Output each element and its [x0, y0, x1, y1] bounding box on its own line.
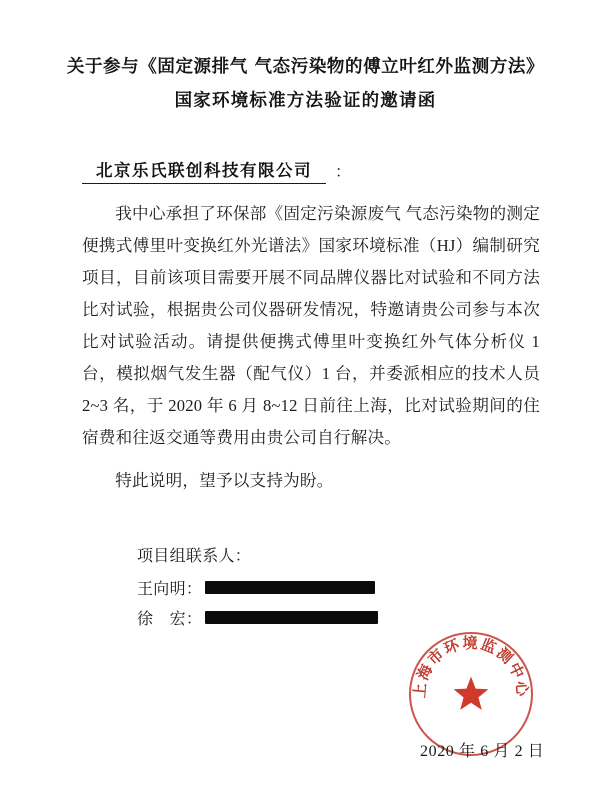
contact-name: 徐 宏： — [137, 610, 203, 628]
document-title — [0, 50, 611, 118]
title-line-1: 关于参与《固定源排气 气态污染物的傅立叶红外监测方法》 — [66, 57, 545, 77]
body-paragraph-1: 我中心承担了环保部《固定污染源废气 气态污染物的测定 便携式傅里叶变换红外光谱法》国家环境标准（HJ）编制研究项目，目前该项目需要开展不同品牌仪器比对试验和不同方法比对试验，根据贵公司仪器研发情况，特邀请贵公司参与本次比对试验活动。请提供便携式傅里叶变换红外气体分析仪 1 台，模拟烟气发生器（配气仪）1 台，并委派相应的技术人员 2~3 名，于 2020 年 6 月 8~12 日前往上海，比对试验期间的住宿费和往返交通等费用由贵公司自行解决。 — [82, 204, 540, 447]
contact-row — [137, 602, 467, 632]
contact-row — [137, 572, 467, 602]
seal-text-path: 上海市环境监测中心 — [410, 634, 532, 699]
title-line-2: 国家环境标准方法验证的邀请函 — [174, 91, 437, 111]
document-date: 2020 年 6 月 2 日 — [420, 743, 545, 760]
recipient-line — [82, 157, 351, 184]
document-body — [82, 198, 540, 497]
body-paragraph-2: 特此说明，望予以支持为盼。 — [115, 471, 334, 490]
red-star-icon — [452, 674, 490, 712]
recipient-colon: ： — [335, 164, 352, 181]
redaction-bar — [205, 581, 375, 594]
redaction-bar — [205, 611, 378, 624]
recipient-company-name: 北京乐氏联创科技有限公司 — [82, 157, 326, 184]
contact-name: 王向明： — [137, 580, 203, 598]
contact-block — [137, 542, 467, 632]
contact-heading: 项目组联系人： — [137, 548, 252, 565]
